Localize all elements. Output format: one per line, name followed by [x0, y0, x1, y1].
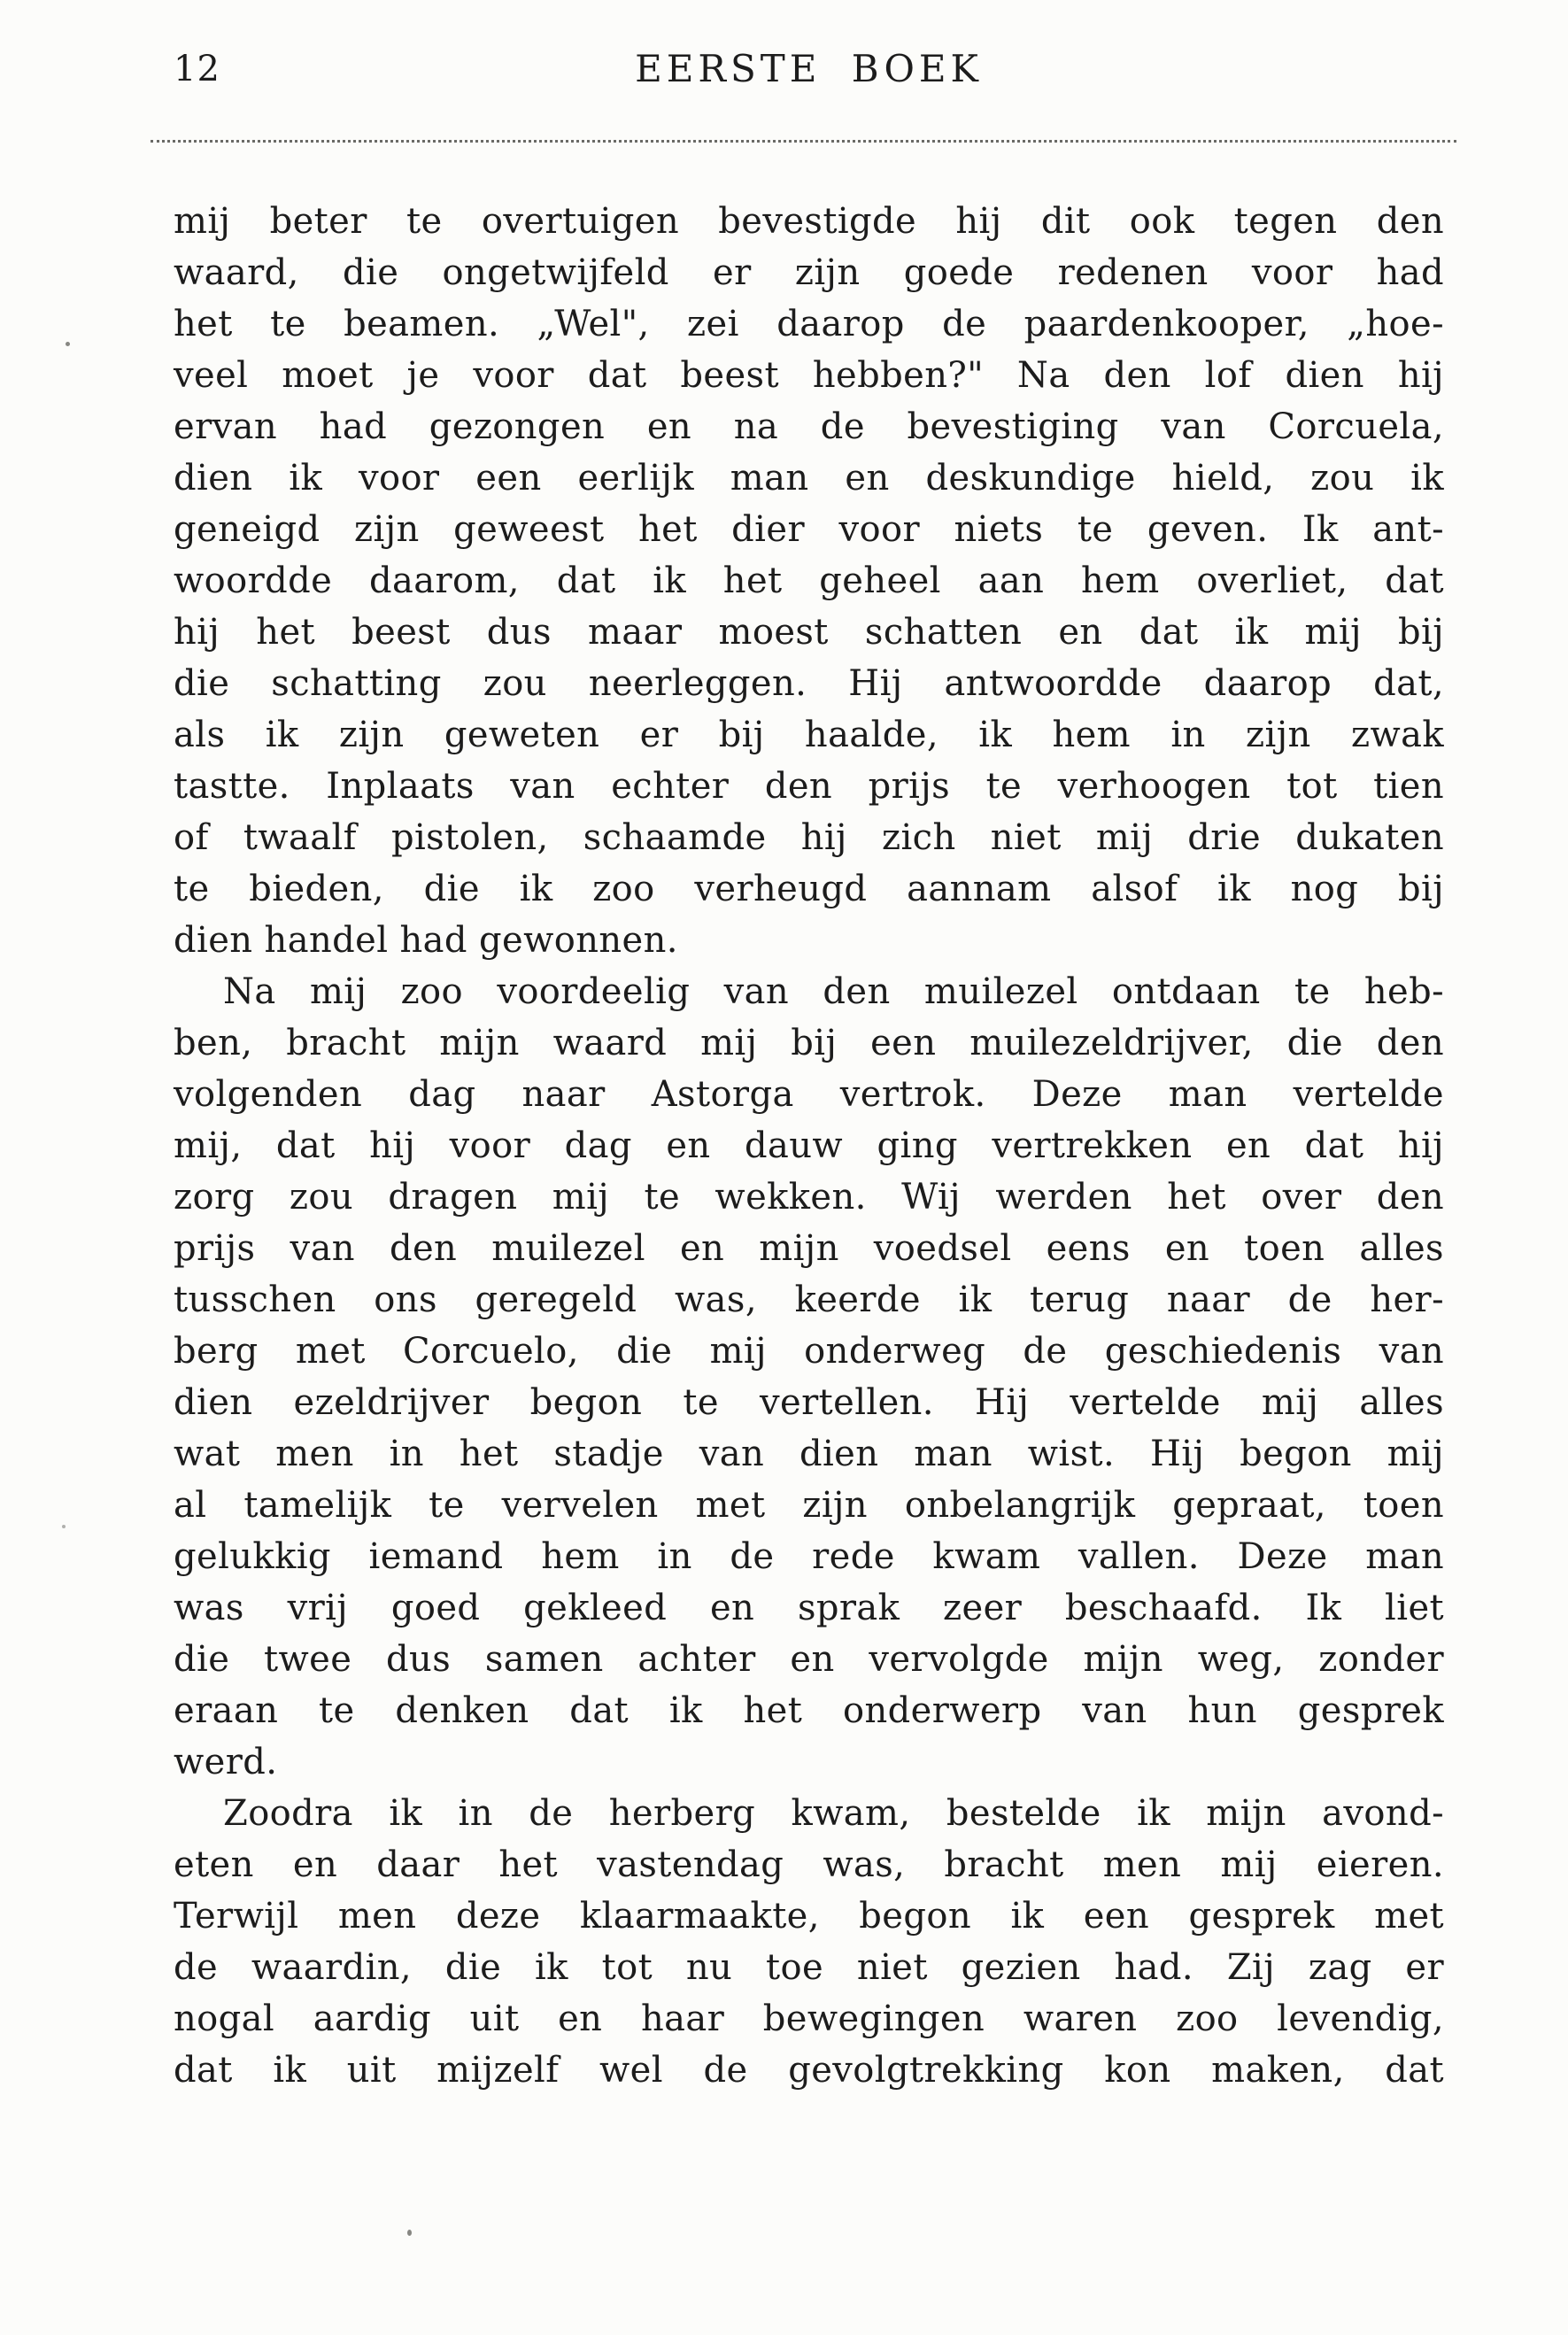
- text-line: berg met Corcuelo, die mij onderweg de geschiedenis van: [174, 1331, 1444, 1372]
- text-line: was vrij goed gekleed en sprak zeer beschaafd. Ik liet: [174, 1588, 1444, 1628]
- text-line: veel moet je voor dat beest hebben?" Na den lof dien hij: [174, 355, 1444, 396]
- text-line: eten en daar het vastendag was, bracht men mij eieren.: [174, 1844, 1444, 1885]
- text-line: nogal aardig uit en haar bewegingen waren zoo levendig,: [174, 1999, 1444, 2039]
- text-line: mij, dat hij voor dag en dauw ging vertrekken en dat hij: [174, 1125, 1444, 1166]
- text-line: die twee dus samen achter en vervolgde mijn weg, zonder: [174, 1639, 1444, 1680]
- header-rule: [151, 140, 1456, 143]
- text-line: gelukkig iemand hem in de rede kwam vallen. Deze man: [174, 1536, 1444, 1577]
- text-line: woordde daarom, dat ik het geheel aan hem overliet, dat: [174, 561, 1444, 601]
- text-line: al tamelijk te vervelen met zijn onbelangrijk gepraat, toen: [174, 1485, 1444, 1526]
- text-line: ben, bracht mijn waard mij bij een muilezeldrijver, die den: [174, 1023, 1444, 1063]
- text-line: de waardin, die ik tot nu toe niet gezien had. Zij zag er: [174, 1947, 1444, 1988]
- paragraph: [174, 1788, 1444, 2096]
- page-body: [174, 196, 1444, 2096]
- text-line: Terwijl men deze klaarmaakte, begon ik een gesprek met: [174, 1896, 1444, 1937]
- text-line: het te beamen. „Wel", zei daarop de paardenkooper, „hoe-: [174, 304, 1444, 344]
- page-number: 12: [174, 49, 220, 89]
- text-line: hij het beest dus maar moest schatten en dat ik mij bij: [174, 612, 1444, 653]
- text-line: werd.: [174, 1742, 278, 1782]
- page-header: [174, 46, 1444, 92]
- text-line: geneigd zijn geweest het dier voor niets te geven. Ik ant-: [174, 509, 1444, 550]
- scan-speck: [66, 342, 70, 346]
- running-title: EERSTE BOEK: [635, 47, 983, 90]
- text-line: ervan had gezongen en na de bevestiging van Corcuela,: [174, 406, 1444, 447]
- text-line: waard, die ongetwijfeld er zijn goede redenen voor had: [174, 252, 1444, 293]
- text-line: dien ik voor een eerlijk man en deskundige hield, zou ik: [174, 458, 1444, 499]
- text-line: Zoodra ik in de herberg kwam, bestelde ik mijn avond-: [223, 1793, 1444, 1834]
- text-line: of twaalf pistolen, schaamde hij zich niet mij drie dukaten: [174, 817, 1444, 858]
- text-line: die schatting zou neerleggen. Hij antwoordde daarop dat,: [174, 663, 1444, 704]
- text-line: tastte. Inplaats van echter den prijs te verhoogen tot tien: [174, 766, 1444, 807]
- paragraph: [174, 196, 1444, 966]
- text-line: zorg zou dragen mij te wekken. Wij werden het over den: [174, 1177, 1444, 1218]
- text-line: mij beter te overtuigen bevestigde hij dit ook tegen den: [174, 201, 1444, 242]
- text-line: Na mij zoo voordeelig van den muilezel ontdaan te heb-: [223, 971, 1444, 1012]
- text-line: volgenden dag naar Astorga vertrok. Deze man vertelde: [174, 1074, 1444, 1115]
- text-line: te bieden, die ik zoo verheugd aannam alsof ik nog bij: [174, 869, 1444, 909]
- scan-speck: [62, 1525, 66, 1528]
- text-line: prijs van den muilezel en mijn voedsel eens en toen alles: [174, 1228, 1444, 1269]
- text-line: dien handel had gewonnen.: [174, 920, 678, 961]
- text-line: dat ik uit mijzelf wel de gevolgtrekking kon maken, dat: [174, 2050, 1444, 2091]
- text-line: als ik zijn geweten er bij haalde, ik hem in zijn zwak: [174, 715, 1444, 755]
- text-line: eraan te denken dat ik het onderwerp van hun gesprek: [174, 1690, 1444, 1731]
- text-line: wat men in het stadje van dien man wist. Hij begon mij: [174, 1434, 1444, 1474]
- text-line: dien ezeldrijver begon te vertellen. Hij vertelde mij alles: [174, 1382, 1444, 1423]
- text-line: tusschen ons geregeld was, keerde ik terug naar de her-: [174, 1280, 1444, 1320]
- scan-speck: [407, 2230, 412, 2236]
- paragraph: [174, 966, 1444, 1788]
